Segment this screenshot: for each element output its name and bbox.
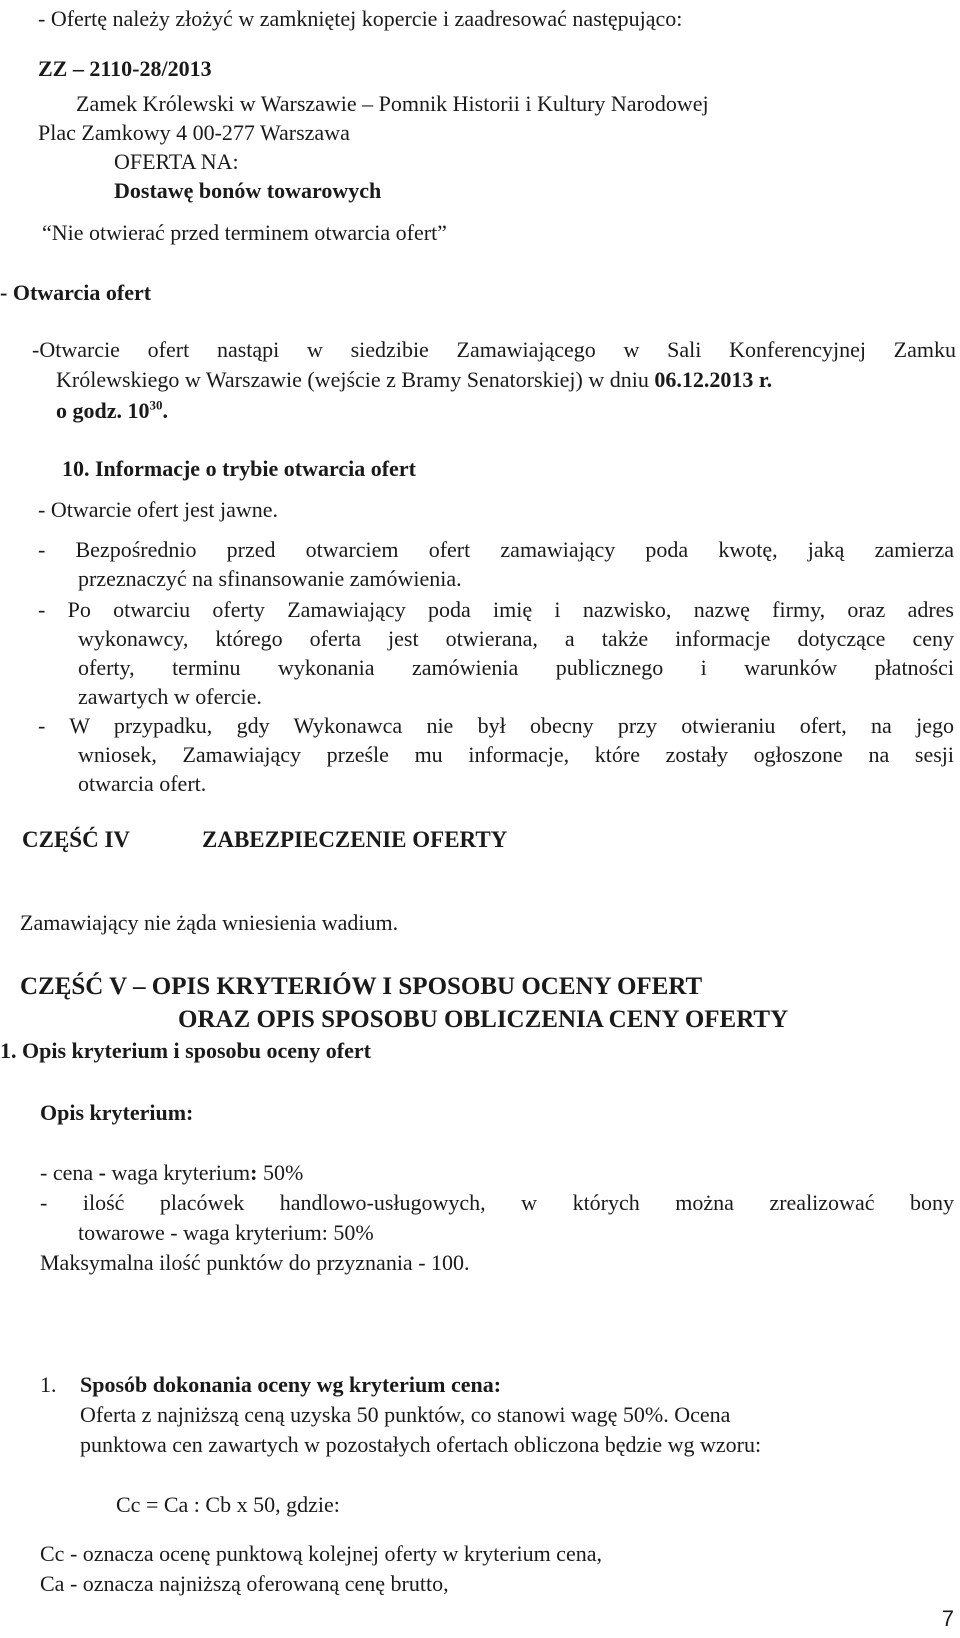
criterion-outlets-line-1: - ilość placówek handlowo-usługowych, w których można zrealizować bony [40,1190,954,1215]
s10-bullet-3-line-1: - Po otwarciu oferty Zamawiający poda imię i nazwisko, nazwę firmy, oraz adres [38,597,954,622]
definition-cc: Cc - oznacza ocenę punktową kolejnej oferty w kryterium cena, [40,1541,602,1566]
s10-bullet-3-line-2: wykonawcy, którego oferta jest otwierana, a także informacje dotyczące ceny [78,626,954,651]
criterion-price-dash: - [98,1160,106,1185]
envelope-instruction: - Ofertę należy złożyć w zamkniętej kopercie i zaadresować następująco: [38,6,683,31]
criterion-price-colon: : [250,1160,258,1185]
part-4-text: Zamawiający nie żąda wniesienia wadium. [20,910,399,935]
method-line-2: punktowa cen zawartych w pozostałych ofertach obliczona będzie wg wzoru: [80,1432,762,1457]
definition-ca: Ca - oznacza najniższą oferowaną cenę brutto, [40,1571,449,1596]
page-number: 7 [941,1606,954,1631]
do-not-open-notice: “Nie otwierać przed terminem otwarcia ofert” [42,220,447,245]
criterion-price-weight: 50% [257,1160,304,1185]
part-5-title-line-1: CZĘŚĆ V – OPIS KRYTERIÓW I SPOSOBU OCENY OFERT [20,973,703,1000]
address-line-2: Plac Zamkowy 4 00-277 Warszawa [38,120,350,145]
opening-time-minutes: 30 [149,397,163,413]
method-title: Sposób dokonania oceny wg kryterium cena: [80,1372,502,1397]
s10-bullet-3-line-4: zawartych w ofercie. [78,684,262,709]
criteria-heading: Opis kryterium: [40,1100,194,1125]
offer-label: OFERTA NA: [114,149,239,174]
s10-bullet-2-line-1: - Bezpośrednio przed otwarciem ofert zamawiający poda kwotę, jaką zamierza [38,537,954,562]
reference-number: ZZ – 2110-28/2013 [38,56,212,81]
s10-bullet-4-line-1: - W przypadku, gdy Wykonawca nie był obecny przy otwieraniu ofert, na jego [38,713,954,738]
address-line-1: Zamek Królewski w Warszawie – Pomnik Historii i Kultury Narodowej [76,91,709,116]
criterion-price-c: waga kryterium [105,1160,251,1185]
method-line-1: Oferta z najniższą ceną uzyska 50 punktów, co stanowi wagę 50%. Ocena [80,1402,731,1427]
price-formula: Cc = Ca : Cb x 50, gdzie: [116,1492,340,1517]
max-points: Maksymalna ilość punktów do przyznania - 100. [40,1250,470,1275]
s10-bullet-1: - Otwarcie ofert jest jawne. [38,497,279,522]
part-4-title: ZABEZPIECZENIE OFERTY [202,827,508,852]
offer-subject: Dostawę bonów towarowych [114,178,382,203]
criterion-price-a: - cena [40,1160,99,1185]
part-5-title-line-2: ORAZ OPIS SPOSOBU OBLICZENIA CENY OFERTY [178,1006,789,1033]
opening-heading: - Otwarcia ofert [0,280,152,305]
part-4-label: CZĘŚĆ IV [22,827,131,852]
opening-time-main: o godz. 10 [56,398,150,423]
criterion-outlets-line-2: towarowe - waga kryterium: 50% [78,1220,374,1245]
opening-line-2 [56,367,772,393]
opening-time [56,398,168,424]
part-5-item-1: 1. Opis kryterium i sposobu oceny ofert [0,1038,371,1063]
section-10-heading: 10. Informacje o trybie otwarcia ofert [62,456,416,481]
s10-bullet-2-line-2: przeznaczyć na sfinansowanie zamówienia. [78,566,462,591]
opening-time-end: . [162,398,168,423]
opening-line-1: -Otwarcie ofert nastąpi w siedzibie Zamawiającego w Sali Konferencyjnej Zamku [32,337,956,362]
opening-line-2-text: Królewskiego w Warszawie (wejście z Bramy Senatorskiej) w dniu [56,367,655,392]
opening-date: 06.12.2013 r. [654,367,773,392]
s10-bullet-4-line-3: otwarcia ofert. [78,771,207,796]
s10-bullet-3-line-3: oferty, terminu wykonania zamówienia publicznego i warunków płatności [78,655,954,680]
method-number: 1. [40,1372,57,1397]
s10-bullet-4-line-2: wniosek, Zamawiający prześle mu informacje, które zostały ogłoszone na sesji [78,742,954,767]
criterion-price [40,1160,303,1186]
